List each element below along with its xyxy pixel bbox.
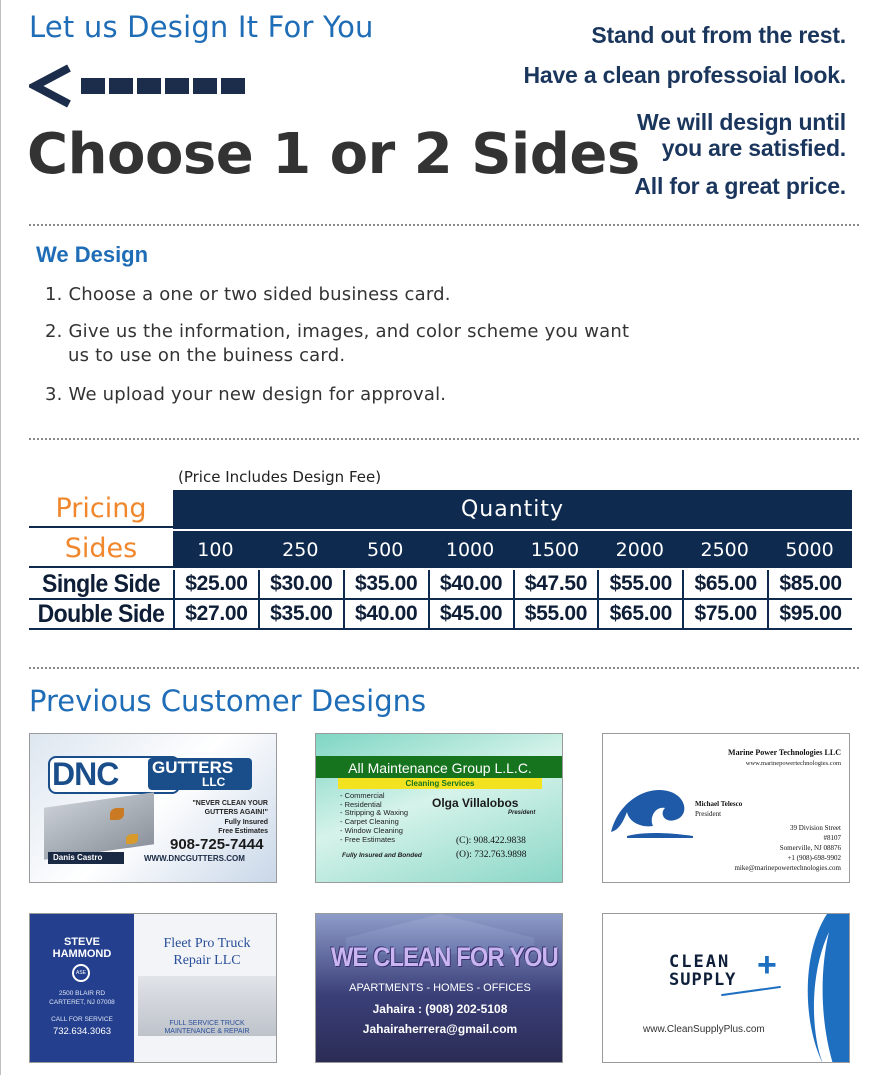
sides-label: Sides bbox=[29, 530, 173, 568]
amg-name: All Maintenance Group L.L.C. bbox=[348, 760, 532, 776]
leaf-icon bbox=[126, 834, 138, 844]
card-all-maintenance[interactable] bbox=[315, 733, 563, 883]
pricing-label: Pricing bbox=[29, 490, 173, 528]
cs-line-2: SUPPLY bbox=[669, 970, 737, 990]
cs-web: www.CleanSupplyPlus.com bbox=[643, 1024, 765, 1035]
amg-person: Olga Villalobos bbox=[432, 796, 519, 810]
price-cell: $35.00 bbox=[343, 570, 428, 598]
gutter-image bbox=[44, 792, 154, 859]
fleet-service-1: FULL SERVICE TRUCK bbox=[169, 1020, 245, 1027]
amg-office: (O): 732.763.9898 bbox=[456, 850, 527, 860]
quantity-cell: 1500 bbox=[530, 538, 580, 561]
divider bbox=[29, 667, 859, 669]
fleet-addr-1: 2500 BLAIR RD bbox=[58, 990, 106, 997]
marine-addr-1: 39 Division Street bbox=[790, 824, 841, 832]
amg-cell: (C): 908.422.9838 bbox=[456, 836, 526, 846]
quantity-header: Quantity bbox=[173, 490, 852, 529]
fleet-phone: 732.634.3063 bbox=[52, 1026, 112, 1037]
weclean-title: WE CLEAN FOR YOU bbox=[330, 942, 558, 972]
quantity-row bbox=[173, 531, 852, 568]
logo-llc: LLC bbox=[202, 775, 226, 789]
step-2-continued: us to use on the buiness card. bbox=[68, 345, 346, 366]
intro-heading: Let us Design It For You bbox=[29, 10, 374, 44]
price-row-double bbox=[29, 600, 852, 630]
amg-services bbox=[340, 792, 408, 844]
fleet-last: HAMMOND bbox=[52, 948, 112, 960]
divider bbox=[29, 224, 859, 226]
step-3: 3. We upload your new design for approval. bbox=[45, 384, 447, 405]
leaf-icon bbox=[110, 808, 124, 820]
quantity-cell: 500 bbox=[367, 538, 404, 561]
service-item: - Stripping & Waxing bbox=[340, 808, 409, 818]
tagline-4: All for a great price. bbox=[634, 173, 846, 199]
fleet-first: STEVE bbox=[63, 936, 101, 948]
card-we-clean[interactable] bbox=[315, 913, 563, 1063]
service-item: - Window Cleaning bbox=[340, 825, 403, 835]
price-row-single bbox=[29, 570, 852, 600]
price-note: (Price Includes Design Fee) bbox=[178, 468, 382, 486]
price-cell: $47.50 bbox=[513, 570, 598, 598]
price-cell: $85.00 bbox=[767, 570, 852, 598]
quantity-cell: 5000 bbox=[785, 538, 834, 561]
card-marine-power[interactable] bbox=[602, 733, 850, 883]
marine-addr-3: Somerville, NJ 08876 bbox=[779, 844, 841, 852]
tagline-3 bbox=[637, 109, 846, 161]
tagline-3-line-1: We will design until bbox=[637, 109, 846, 135]
quantity-cell: 1000 bbox=[445, 538, 495, 561]
price-cell: $55.00 bbox=[597, 570, 682, 598]
row-label: Double Side bbox=[37, 599, 165, 628]
marine-company: Marine Power Technologies LLC bbox=[728, 748, 841, 757]
fleet-service-2: MAINTENANCE & REPAIR bbox=[164, 1028, 250, 1035]
swoosh-icon bbox=[789, 914, 849, 1063]
marine-role: President bbox=[695, 810, 722, 818]
quantity-cell: 250 bbox=[282, 538, 319, 561]
amg-sub: Cleaning Services bbox=[405, 779, 475, 788]
price-cell: $95.00 bbox=[767, 600, 852, 628]
cs-line-1: CLEAN bbox=[669, 952, 731, 972]
dnc-quote-2: GUTTERS AGAIN!" bbox=[204, 809, 268, 816]
weclean-email: Jahairaherrera@gmail.com bbox=[362, 1022, 518, 1036]
dnc-insured: Fully Insured bbox=[224, 819, 268, 826]
divider bbox=[29, 438, 859, 440]
weclean-services: APARTMENTS - HOMES - OFFICES bbox=[349, 982, 531, 994]
dnc-estimates: Free Estimates bbox=[218, 828, 268, 835]
row-label: Single Side bbox=[42, 569, 160, 598]
tagline-2: Have a clean professoial look. bbox=[523, 62, 846, 88]
price-cell: $65.00 bbox=[682, 570, 767, 598]
plus-icon: + bbox=[757, 946, 777, 984]
amg-role: President bbox=[508, 810, 536, 816]
quantity-cell: 100 bbox=[197, 538, 234, 561]
marine-phone: +1 (908)-698-9902 bbox=[787, 854, 841, 862]
service-item: - Carpet Cleaning bbox=[340, 817, 399, 827]
previous-designs-heading: Previous Customer Designs bbox=[29, 684, 427, 718]
step-2: 2. Give us the information, images, and color scheme you want bbox=[45, 321, 630, 342]
fleet-title-1: Fleet Pro Truck bbox=[163, 936, 251, 951]
truck-image bbox=[138, 976, 276, 1036]
dnc-quote-1: "NEVER CLEAN YOUR bbox=[192, 800, 268, 807]
card-fleet-pro[interactable] bbox=[29, 913, 277, 1063]
logo: DNC bbox=[52, 756, 119, 792]
we-design-heading: We Design bbox=[36, 242, 149, 267]
service-item: - Commercial bbox=[340, 791, 385, 800]
ase-badge-icon: ASE bbox=[72, 964, 90, 982]
price-cell: $35.00 bbox=[258, 600, 343, 628]
amg-insured: Fully Insured and Bonded bbox=[342, 852, 422, 859]
marine-person: Michael Telesco bbox=[695, 800, 743, 808]
price-cell: $45.00 bbox=[428, 600, 513, 628]
price-cell: $40.00 bbox=[343, 600, 428, 628]
logo-gutters: GUTTERS bbox=[152, 758, 234, 777]
price-cell: $27.00 bbox=[173, 600, 258, 628]
tagline-3-line-2: you are satisfied. bbox=[661, 135, 846, 161]
price-cell: $30.00 bbox=[258, 570, 343, 598]
dnc-phone: 908-725-7444 bbox=[170, 836, 264, 853]
price-cell: $25.00 bbox=[173, 570, 258, 598]
wave-logo-icon bbox=[609, 782, 697, 838]
card-clean-supply[interactable] bbox=[602, 913, 850, 1063]
marine-web: www.marinepowertechnologies.com bbox=[745, 760, 841, 767]
dnc-web: WWW.DNCGUTTERS.COM bbox=[144, 854, 245, 863]
service-item: - Residential bbox=[340, 799, 382, 809]
card-dnc-gutters[interactable] bbox=[29, 733, 277, 883]
tagline-1: Stand out from the rest. bbox=[591, 22, 846, 48]
left-arrow-icon bbox=[29, 62, 249, 110]
weclean-phone: Jahaira : (908) 202-5108 bbox=[372, 1002, 508, 1016]
page-title: Choose 1 or 2 Sides bbox=[27, 122, 640, 187]
price-cell: $65.00 bbox=[597, 600, 682, 628]
fleet-addr-2: CARTERET, NJ 07008 bbox=[49, 999, 115, 1006]
service-item: - Free Estimates bbox=[340, 834, 396, 844]
quantity-cell: 2500 bbox=[700, 538, 749, 561]
price-cell: $55.00 bbox=[513, 600, 598, 628]
fleet-title-2: Repair LLC bbox=[173, 953, 241, 968]
price-cell: $40.00 bbox=[428, 570, 513, 598]
fleet-call: CALL FOR SERVICE bbox=[51, 1016, 113, 1023]
step-1: 1. Choose a one or two sided business card. bbox=[45, 284, 451, 305]
marine-addr-2: #8107 bbox=[823, 834, 841, 842]
quantity-cell: 2000 bbox=[615, 538, 664, 561]
dnc-name: Danis Castro bbox=[53, 853, 103, 862]
marine-email: mike@marinepowertechnologies.com bbox=[734, 864, 841, 872]
price-cell: $75.00 bbox=[682, 600, 767, 628]
